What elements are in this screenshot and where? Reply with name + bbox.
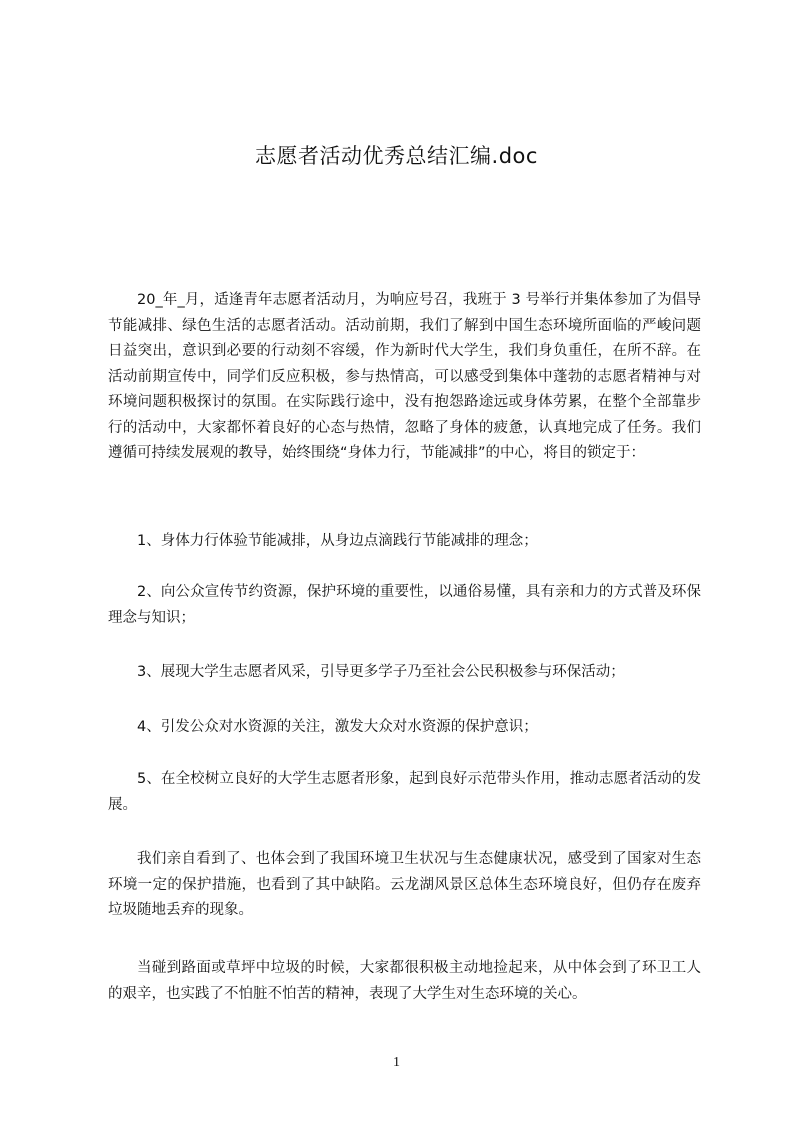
list-item-goal-1 [108, 529, 701, 555]
list-item-goal-3 [108, 660, 701, 686]
page-number: 1 [393, 1055, 400, 1070]
paragraph-intro [108, 288, 701, 467]
list-item-text: 2、向公众宣传节约资源，保护环境的重要性，以通俗易懂，具有亲和力的方式普及环保理念与知识； [108, 584, 701, 626]
document-title: 志愿者活动优秀总结汇编.doc [255, 144, 538, 168]
list-item-text: 4、引发公众对水资源的关注，激发大众对水资源的保护意识； [137, 719, 538, 735]
list-item-goal-4 [108, 715, 701, 741]
paragraph-text: 我们亲自看到了、也体会到了我国环境卫生状况与生态健康状况，感受到了国家对生态环境一定的保护措施，也看到了其中缺陷。云龙湖风景区总体生态环境良好，但仍存在废弃垃圾随地丢弃的现象。 [108, 851, 701, 918]
list-item-goal-5 [108, 767, 701, 818]
paragraph-conclusion [108, 956, 701, 1007]
list-item-text: 5、在全校树立良好的大学生志愿者形象，起到良好示范带头作用，推动志愿者活动的发展。 [108, 771, 701, 813]
paragraph-text: 20_年_月，适逢青年志愿者活动月，为响应号召，我班于 3 号举行并集体参加了为倡导节能减排、绿色生活的志愿者活动。活动前期，我们了解到中国生态环境所面临的严峻问题日益突出，意识到必要的行动刻不容缓，作为新时代大学生，我们身负重任，在所不辞。在活动前期宣传中，同学们反应积极，参与热情高，可以感受到集体中蓬勃的志愿者精神与对环境问题积极探讨的氛围。在实际践行途中，没有抱怨路途远或身体劳累，在整个全部靠步行的活动中，大家都怀着良好的心态与热情，忽略了身体的疲惫，认真地完成了任务。我们遵循可持续发展观的教导，始终围绕“身体力行，节能减排”的中心，将目的锁定于： [108, 292, 701, 461]
list-item-text: 3、展现大学生志愿者风采，引导更多学子乃至社会公民积极参与环保活动； [137, 664, 625, 680]
list-item-goal-2 [108, 580, 701, 631]
paragraph-text: 当碰到路面或草坪中垃圾的时候，大家都很积极主动地捡起来，从中体会到了环卫工人的艰辛，也实践了不怕脏不怕苦的精神，表现了大学生对生态环境的关心。 [108, 960, 701, 1002]
list-item-text: 1、身体力行体验节能减排，从身边点滴践行节能减排的理念； [137, 533, 538, 549]
paragraph-observation [108, 847, 701, 924]
